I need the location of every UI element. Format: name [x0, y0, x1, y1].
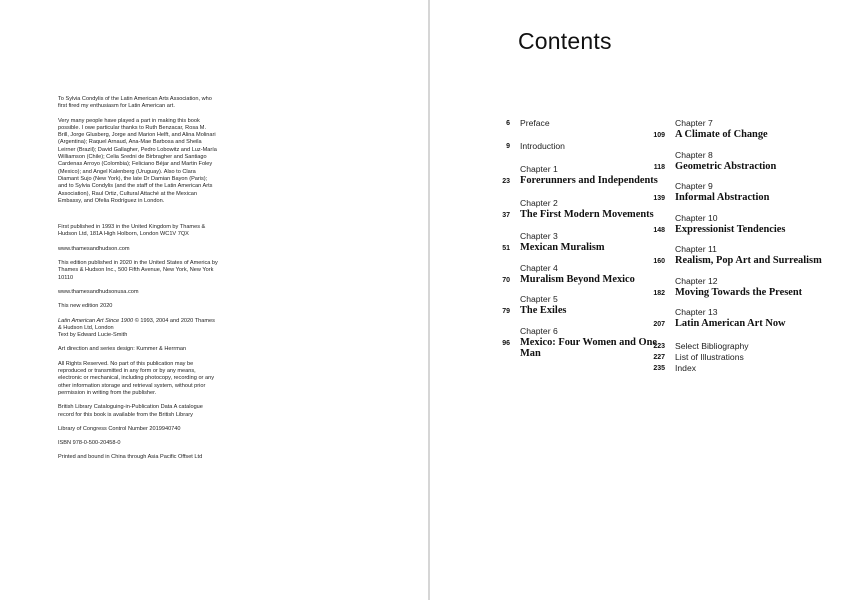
- toc-chapter-title: Informal Abstraction: [675, 192, 770, 203]
- toc-chapter-label: Chapter 8: [675, 149, 713, 160]
- toc-page-number: 23: [502, 178, 510, 185]
- toc-chapter-label: Chapter 7: [675, 118, 713, 128]
- toc-entry[interactable]: [490, 294, 665, 317]
- toc-column-2: [645, 118, 835, 374]
- toc-page-number: 6: [506, 120, 510, 127]
- toc-chapter-label: Chapter 1: [520, 164, 558, 174]
- toc-entry[interactable]: [490, 231, 665, 254]
- toc-chapter-title: Geometric Abstraction: [675, 160, 777, 172]
- new-edition: This new edition 2020: [58, 303, 113, 310]
- toc-entry[interactable]: [490, 164, 665, 187]
- toc-entry[interactable]: [645, 244, 835, 267]
- toc-page-number: 235: [653, 364, 665, 372]
- copyright-line: © 1993, 2004 and 2020 Thames & Hudson Ltd, London: [58, 317, 215, 331]
- toc-entry[interactable]: [645, 341, 835, 352]
- toc-chapter-title: Moving Towards the Present: [675, 286, 803, 298]
- toc-entry[interactable]: [490, 326, 665, 360]
- toc-chapter-label: Chapter 10: [675, 212, 718, 223]
- toc-chapter-label: Chapter 9: [675, 181, 713, 191]
- toc-chapter-label: Chapter 4: [520, 262, 558, 273]
- isbn: ISBN 978-0-500-20458-0: [58, 440, 121, 447]
- toc-entry[interactable]: [645, 118, 835, 141]
- acknowledgements: Very many people have played a part in making this book possible. I owe particular thanks to Ruth Benzacar, Rosa M. Brill, Jorge Glusberg, Jorge and Marion Helft, and Alina Molinari (Argentina); Raquel Arnaud, Ana-Mae Barbosa and Sheila Leirner (Brazil); David Gallagher, Pedro Lobowitz and Luz-María Williamson (Chile); Celia Sredni de Birbragher and Santiago Cardenas Arroyo (Colombia); Feliciano Béjar and Martin Foley (Mexico); and Angel Kalenberg (Uruguay). Also to Clara Diamant Sujo (New York), the late Dr Damian Bayon (Paris); and to Sylvia Condylis (and the staff of the Latin American Arts Association), Raul Ortiz, Cultural Attaché at the Mexican Embassy, and Ofelia Rodríguez in London.: [58, 117, 217, 204]
- imprint-page: [0, 0, 428, 600]
- dedication: To Sylvia Condylis of the Latin American Arts Association, who first fired my enthusiasm for Latin American art.: [58, 96, 212, 110]
- toc-section-title: Select Bibliography: [675, 340, 749, 351]
- toc-page-number: 160: [653, 258, 665, 265]
- design-credit: Art direction and series design: Kummer & Herrman: [58, 346, 187, 353]
- toc-page-number: 118: [653, 163, 665, 171]
- website-uk: www.thamesandhudson.com: [58, 245, 130, 252]
- toc-page-number: 223: [653, 342, 665, 350]
- toc-page-number: 70: [502, 276, 510, 284]
- toc-entry[interactable]: [645, 276, 835, 299]
- toc-chapter-label: Chapter 11: [675, 244, 717, 254]
- contents-page: [430, 0, 857, 600]
- toc-section-title: Preface: [520, 118, 550, 128]
- toc-entry[interactable]: [645, 363, 835, 374]
- toc-section-title: Index: [675, 362, 697, 373]
- toc-chapter-title: The Exiles: [520, 305, 567, 316]
- toc-page-number: 109: [653, 132, 665, 139]
- toc-chapter-label: Chapter 2: [520, 197, 558, 208]
- toc-page-number: 9: [506, 143, 510, 150]
- toc-entry[interactable]: [645, 181, 835, 204]
- toc-entry[interactable]: [490, 118, 665, 129]
- toc-column-1: [490, 118, 665, 360]
- toc-entry[interactable]: [645, 213, 835, 236]
- toc-page-number: 96: [502, 339, 510, 347]
- toc-chapter-title: Realism, Pop Art and Surrealism: [675, 255, 822, 266]
- loc-number: Library of Congress Control Number 2019940740: [58, 425, 181, 432]
- toc-chapter-label: Chapter 13: [675, 307, 718, 317]
- rights-statement: All Rights Reserved. No part of this publication may be reproduced or transmitted in any form or by any means, electronic or mechanical, including photocopy, recording or any other information storage and retrieval system, without prior permission in writing from the publisher.: [58, 360, 214, 396]
- toc-entry[interactable]: [645, 352, 835, 363]
- printed-info: Printed and bound in China through Asia Pacific Offset Ltd: [58, 454, 203, 461]
- toc-page-number: 139: [653, 195, 665, 202]
- toc-chapter-title: The First Modern Movements: [520, 208, 654, 220]
- toc-section-title: List of Illustrations: [675, 351, 744, 362]
- toc-page-number: 148: [653, 226, 665, 234]
- contents-heading: Contents: [518, 28, 612, 54]
- toc-chapter-label: Chapter 6: [520, 325, 558, 336]
- first-published: First published in 1993 in the United Kingdom by Thames & Hudson Ltd, 181A High Holborn, London WC1V 7QX: [58, 224, 206, 238]
- toc-chapter-title: Latin American Art Now: [675, 318, 786, 329]
- text-credit: Text by Edward Lucie-Smith: [58, 332, 128, 339]
- toc-chapter-title: Muralism Beyond Mexico: [520, 273, 635, 285]
- toc-entry[interactable]: [645, 307, 835, 330]
- toc-page-number: 51: [502, 245, 510, 252]
- toc-chapter-label: Chapter 3: [520, 231, 558, 241]
- toc-page-number: 227: [653, 353, 665, 361]
- toc-entry[interactable]: [490, 198, 665, 221]
- toc-page-number: 79: [502, 308, 510, 315]
- toc-page-number: 207: [653, 321, 665, 328]
- toc-entry[interactable]: [490, 141, 665, 152]
- copyright-block: [58, 318, 218, 340]
- toc-chapter-label: Chapter 5: [520, 294, 558, 304]
- toc-chapter-title: Expressionist Tendencies: [675, 223, 786, 235]
- book-title: Latin American Art Since 1900: [58, 317, 134, 324]
- cip-data: British Library Cataloguing-in-Publication Data A catalogue record for this book is available from the British Library: [58, 404, 203, 418]
- imprint-text: [58, 96, 218, 469]
- toc-chapter-label: Chapter 12: [675, 275, 718, 286]
- toc-chapter-title: A Climate of Change: [675, 129, 768, 140]
- toc-chapter-title: Mexico: Four Women and One Man: [520, 336, 658, 359]
- toc-chapter-title: Forerunners and Independents: [520, 175, 658, 186]
- toc-chapter-title: Mexican Muralism: [520, 242, 605, 253]
- toc-section-title: Introduction: [520, 141, 565, 151]
- toc-entry[interactable]: [645, 150, 835, 173]
- toc-page-number: 37: [502, 211, 510, 219]
- toc-entry[interactable]: [490, 263, 665, 286]
- website-us: www.thamesandhudsonusa.com: [58, 288, 139, 295]
- toc-page-number: 182: [653, 289, 665, 297]
- us-edition: This edition published in 2020 in the United States of America by Thames & Hudson Inc., 500 Fifth Avenue, New York, New York 10110: [58, 260, 218, 281]
